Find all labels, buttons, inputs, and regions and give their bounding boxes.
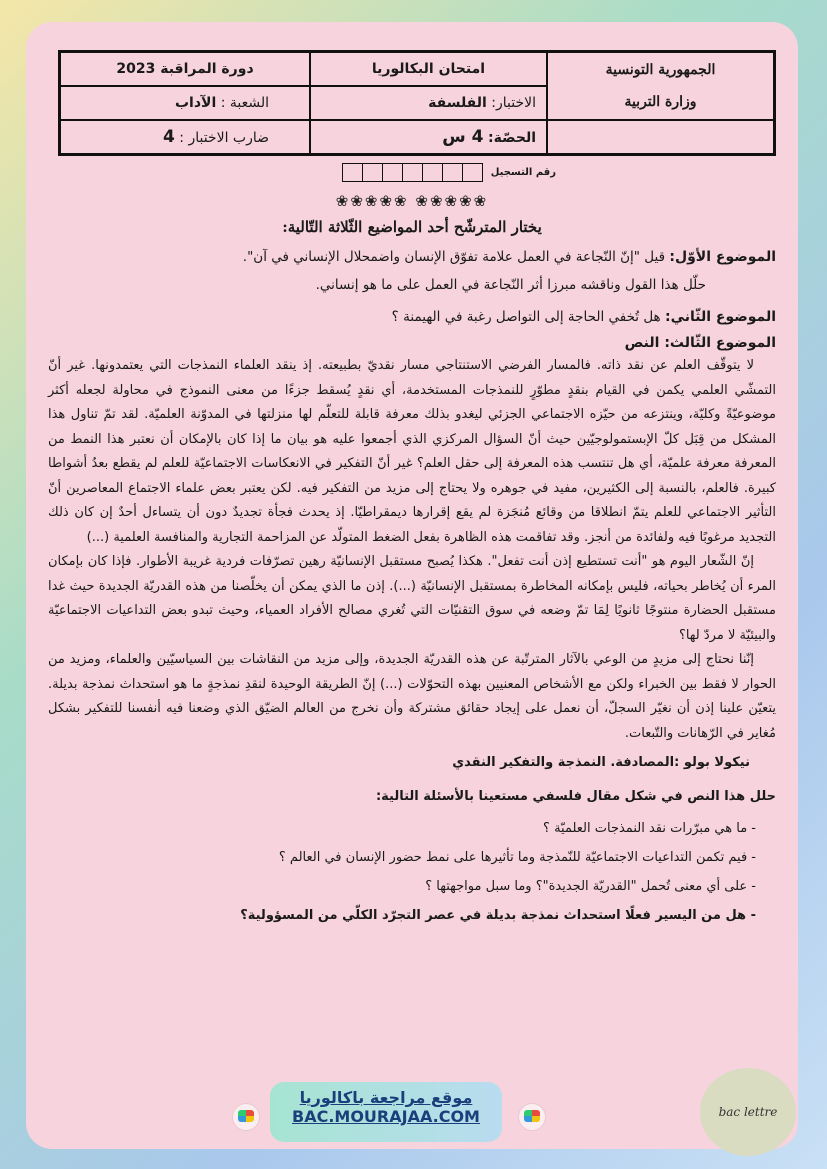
republic-title: الجمهورية التونسية <box>605 62 716 78</box>
session-title: دورة المراقبة 2023 <box>60 52 311 87</box>
exam-paper <box>48 50 776 1110</box>
topic-3 <box>48 332 776 930</box>
registration-row <box>48 163 776 182</box>
duration-value: 4 س <box>442 127 484 147</box>
ministry-title: وزارة التربية <box>624 94 697 110</box>
instruction: يختار المترشّح أحد المواضيع الثّلاثة التّالية: <box>282 218 542 236</box>
questions-list <box>48 814 776 930</box>
exam-title: امتحان البكالوريا <box>310 52 547 87</box>
registration-label: رقم التسجيل <box>490 167 556 178</box>
subject-label: الاختبار: <box>491 95 536 111</box>
coef-cell <box>60 120 311 155</box>
duration-cell <box>310 120 547 155</box>
topic-1-task: حلّل هذا القول وناقشه مبرزا أثر النّجاعة في العمل على ما هو إنساني. <box>315 277 706 293</box>
registration-boxes[interactable] <box>342 163 483 182</box>
topic-2-text: هل تُخفي الحاجة إلى التواصل رغبة في الهيمنة ؟ <box>391 309 661 325</box>
subject-cell <box>310 86 547 120</box>
topic-1-text: قيل "إنّ النّجاعة في العمل علامة تفوّق الإنسان واضمحلال الإنساني في آن". <box>242 249 666 265</box>
branch-label: الشعبة : <box>220 95 269 111</box>
site-logo-icon <box>232 1103 260 1131</box>
exam-page <box>26 22 798 1149</box>
duration-label: الحصّة: <box>487 130 536 146</box>
site-logo-icon <box>518 1103 546 1131</box>
subject-value: الفلسفة <box>428 95 487 111</box>
site-banner[interactable] <box>270 1082 502 1142</box>
question-item: - ما هي مبرّرات نقد النمذجات العلميّة ؟ <box>48 814 756 843</box>
bac-lettre-stamp: bac lettre <box>700 1068 796 1156</box>
topic-2 <box>48 306 776 328</box>
branch-cell <box>60 86 311 120</box>
question-item: - فيم تكمن التداعيات الاجتماعيّة للنّمذجة وما تأثيرها على نمط حضور الإنسان في العالم ؟ <box>48 843 756 872</box>
topic-1-label: الموضوع الأوّل: <box>669 249 776 265</box>
header-spacer <box>547 120 775 155</box>
question-item: - على أي معنى تُحمل "القدريّة الجديدة"؟ وما سبل مواجهتها ؟ <box>48 872 756 901</box>
topic-2-label: الموضوع الثّاني: <box>664 309 776 325</box>
site-name[interactable]: موقع مراجعة باكالوريا <box>299 1088 473 1107</box>
text-paragraph: لا يتوقّف العلم عن نقد ذاته. فالمسار الفرضي الاستنتاجي مسار نقديّ بطبيعته. إذ ينقد العلماء النمذجات التي يعتمدونها. غير أنّ التمشّي العلمي يكمن في القيام بنقدٍ مطوّرٍ للنمذجات المستخدمة، أي نقدٍ يُسقط جزءًا من معنى النموذج في محاولة لجعله أكثر موضوعيّةً وكليّة، وينتزعه من حيّزه الاجتماعي الجزئي ليغدو بذلك معرفة قابلة للتعلّم لها منزلتها في المدوّنة العلميّة. لقد تمّ تناول هذا المشكل من قِبَل كلّ الإبستمولوجيّين حيث أنّ السؤال المركزي الذي أجمعوا عليه هو بيان ما إذا كان بالإمكان أن نعتبر هذا النمط من المعرفة معرفة علميّة، أي هل تنتسب هذه المعرفة إلى حقل العلم؟ غير أنّ التفكير في الانعكاسات الاجتماعيّة للعلم لم يقطع بعدُ أشواطا كبيرة. فالعلم، بالنسبة إلى الكثيرين، مفيد في جوهره ولا يحتاج إلى مزيد من التفكير فيه. لكن يعتبر بعض علماء الاجتماع المعاصرين أنّ التأثير الاجتماعي للعلم يتمّ انطلاقا من وقائع مُنجَزة لم يقع إقرارها ديمقراطيّا. إذ يحدث فجأة تجديدٌ دون أن يتساءل أحدٌ إن كان ذلك التجديد مرغوبًا فيه ولفائدة من أنجز. وقد تفاقمت هذه الظاهرة بفعل الضغط المتولّد عن المزاحمة التجارية والمنافسة العلمية (...) <box>48 358 776 545</box>
questions-intro: حلل هذا النص في شكل مقال فلسفي مستعينا بالأسئلة التالية: <box>375 789 776 804</box>
branch-value: الآداب <box>174 95 217 111</box>
republic-cell <box>547 52 775 121</box>
ornament: ❀❀❀❀❀ ❀❀❀❀❀ <box>335 192 489 210</box>
text-author: نيكولا بولو :المصادفة. النمذجة والتفكير النقدي <box>452 755 750 770</box>
coef-value: 4 <box>162 127 175 147</box>
coef-label: ضارب الاختبار : <box>179 130 269 146</box>
question-item: - هل من اليسير فعلًا استحداث نمذجة بديلة في عصر التجرّد الكلّي من المسؤولية؟ <box>48 901 756 930</box>
exam-header-table <box>58 50 776 156</box>
site-url[interactable]: BAC.MOURAJAA.COM <box>292 1107 480 1126</box>
topic-3-label: الموضوع الثّالث: النص <box>624 335 776 351</box>
topic-1 <box>48 246 776 296</box>
text-paragraph: إنّنا نحتاج إلى مزيدٍ من الوعي بالآثار المترتّبة عن هذه القدريّة الجديدة، وإلى مزيد من النقاشات بين السياسيّين والعلماء، ومزيد من الحوار لا فقط بين الخبراء ولكن مع الأشخاص المعنيين بهذه التحوّلات (...) إنّ الطريقة الوحيدة لنقدِ نمذجةٍ ما هو استحداث نمذجة بديلة. يتعيّن علينا إذن أن نغيّر السجلّ، أن نعمل على إيجاد حقائق مشتركة وأن نخرج من العالم الضيّق الذي وضعنا فيه أنفسنا للتفكير بشكل مُغاير في الرّهانات والتّبعات. <box>48 652 776 741</box>
text-paragraph: إنّ الشّعار اليوم هو "أنت تستطيع إذن أنت تفعل". هكذا يُصبح مستقبل الإنسانيّة رهين تصرّفات فردية غريبة الأطوار. فإذا كان بإمكان المرء أن يُخاطر بحياته، فليس بإمكانه المخاطرة بمستقبل الإنسانيّة (...). إذن ما الذي يمكن أن يخلّصنا من هذه القدريّة الجديدة حيث غدا مستقبل الحضارة منتوجًا ثانويًا لِمَا تمّ وضعه في سوق التقنيّات التي تُغري مصالح الأفراد العمياء، وحيث تبدو بعض التداعيات الاجتماعيّة والبيئيّة لا مردّ لها؟ <box>48 554 776 643</box>
